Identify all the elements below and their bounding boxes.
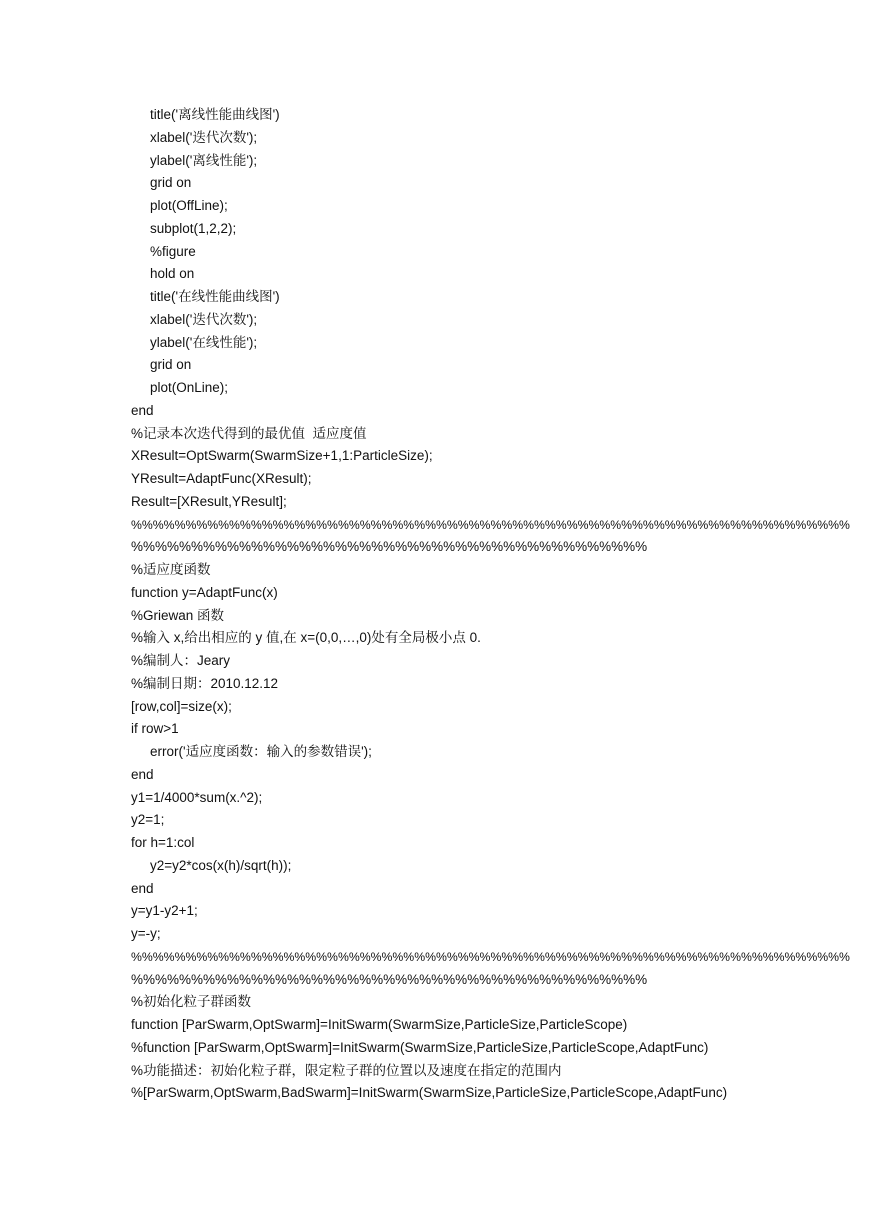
code-line: YResult=AdaptFunc(XResult); (131, 471, 312, 486)
code-line: y=-y; (131, 926, 161, 941)
code-line: grid on (150, 357, 192, 373)
code-line: if row>1 (131, 721, 179, 737)
code-line: %记录本次迭代得到的最优值 适应度值 (131, 425, 367, 441)
code-line: title('在线性能曲线图') (150, 289, 280, 304)
code-line: subplot(1,2,2); (150, 220, 237, 236)
code-line: error('适应度函数：输入的参数错误'); (150, 744, 372, 759)
code-line: plot(OffLine); (150, 198, 228, 213)
code-line: %%%%%%%%%%%%%%%%%%%%%%%%%%%%%%%%%%%%%%%%%%% (131, 539, 648, 555)
code-line: ylabel('离线性能'); (150, 152, 258, 168)
code-line: y=y1-y2+1; (131, 903, 198, 919)
code-line: end (131, 766, 154, 782)
code-line: end (131, 402, 154, 418)
code-line: function y=AdaptFunc(x) (131, 584, 278, 600)
code-line: %%%%%%%%%%%%%%%%%%%%%%%%%%%%%%%%%%%%%%%%%%% (131, 971, 648, 987)
code-line: %输入 x,给出相应的 y 值,在 x=(0,0,…,0)处有全局极小点 0. (131, 630, 481, 646)
code-line: ylabel('在线性能'); (150, 334, 258, 350)
code-line: %figure (150, 243, 196, 259)
code-line: %编制人：Jeary (131, 653, 231, 668)
code-line: hold on (150, 266, 195, 282)
code-line: plot(OnLine); (150, 380, 229, 395)
code-line: y1=1/4000*sum(x.^2); (131, 789, 263, 805)
code-line: y2=y2*cos(x(h)/sqrt(h)); (150, 857, 292, 873)
code-line: xlabel('迭代次数'); (150, 311, 258, 327)
code-line: for h=1:col (131, 835, 195, 850)
code-line: %%%%%%%%%%%%%%%%%%%%%%%%%%%%%%%%%%%%%%%%%%%%%%%%%%%%%%%%%%%%%%%%%% (131, 517, 850, 532)
code-line: xlabel('迭代次数'); (150, 129, 258, 145)
code-line: title('离线性能曲线图') (150, 107, 280, 122)
code-line: [row,col]=size(x); (131, 698, 232, 714)
code-line: end (131, 880, 154, 896)
code-line: grid on (150, 175, 192, 191)
code-line: Result=[XResult,YResult]; (131, 493, 287, 509)
code-line: %%%%%%%%%%%%%%%%%%%%%%%%%%%%%%%%%%%%%%%%%%%%%%%%%%%%%%%%%%%%%%%%%% (131, 949, 850, 964)
code-line: y2=1; (131, 812, 165, 828)
code-line: %初始化粒子群函数 (131, 994, 252, 1010)
code-line: %Griewan 函数 (131, 607, 225, 623)
code-line: XResult=OptSwarm(SwarmSize+1,1:ParticleSize); (131, 448, 433, 464)
code-line: %编制日期：2010.12.12 (131, 675, 279, 691)
code-listing (131, 104, 851, 1105)
code-line: %function [ParSwarm,OptSwarm]=InitSwarm(SwarmSize,ParticleSize,ParticleScope,AdaptFunc) (131, 1039, 709, 1055)
code-line: %[ParSwarm,OptSwarm,BadSwarm]=InitSwarm(SwarmSize,ParticleSize,ParticleScope,AdaptFunc) (131, 1085, 728, 1101)
code-line: %功能描述：初始化粒子群，限定粒子群的位置以及速度在指定的范围内 (131, 1062, 562, 1078)
code-line: function [ParSwarm,OptSwarm]=InitSwarm(SwarmSize,ParticleSize,ParticleScope) (131, 1017, 628, 1032)
code-line: %适应度函数 (131, 562, 211, 577)
